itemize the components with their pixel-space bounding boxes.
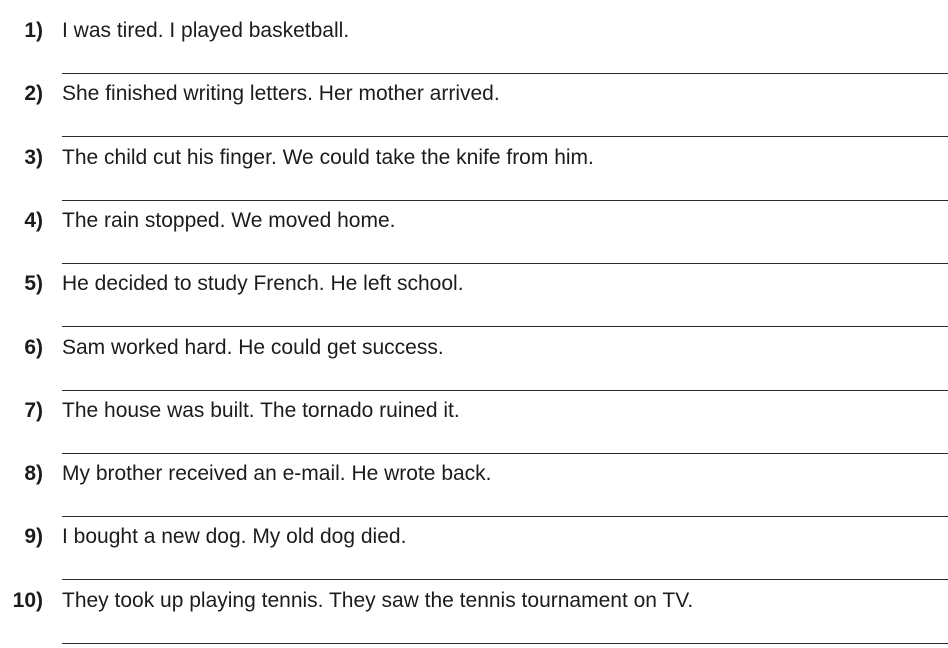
exercise-item-9 <box>0 506 948 569</box>
item-sentence: The house was built. The tornado ruined it. <box>62 398 460 422</box>
item-sentence: The rain stopped. We moved home. <box>62 208 396 232</box>
exercise-item-1 <box>0 0 948 63</box>
exercise-item-5 <box>0 253 948 316</box>
exercise-item-8 <box>0 443 948 506</box>
item-number: 4) <box>24 208 43 232</box>
item-sentence: I bought a new dog. My old dog died. <box>62 525 407 549</box>
item-number: 2) <box>24 82 43 106</box>
exercise-item-7 <box>0 380 948 443</box>
item-number: 5) <box>24 272 43 296</box>
exercise-item-3 <box>0 127 948 190</box>
item-number: 6) <box>24 335 43 359</box>
item-number: 10) <box>12 588 43 612</box>
exercise-item-10 <box>0 570 948 633</box>
item-sentence: Sam worked hard. He could get success. <box>62 335 444 359</box>
item-sentence: They took up playing tennis. They saw the tennis tournament on TV. <box>62 588 694 612</box>
answer-line[interactable] <box>62 643 948 644</box>
item-number: 8) <box>24 462 43 486</box>
item-sentence: I was tired. I played basketball. <box>62 19 350 42</box>
item-number: 9) <box>24 525 43 549</box>
item-sentence: She finished writing letters. Her mother arrived. <box>62 82 500 106</box>
exercise-item-4 <box>0 190 948 253</box>
item-number: 7) <box>24 398 43 422</box>
item-sentence: The child cut his finger. We could take the knife from him. <box>62 145 594 169</box>
item-sentence: My brother received an e-mail. He wrote back. <box>62 462 492 486</box>
item-number: 3) <box>24 145 43 169</box>
exercise-item-6 <box>0 317 948 380</box>
item-sentence: He decided to study French. He left school. <box>62 272 464 296</box>
exercise-item-2 <box>0 63 948 126</box>
item-number: 1) <box>24 19 43 42</box>
